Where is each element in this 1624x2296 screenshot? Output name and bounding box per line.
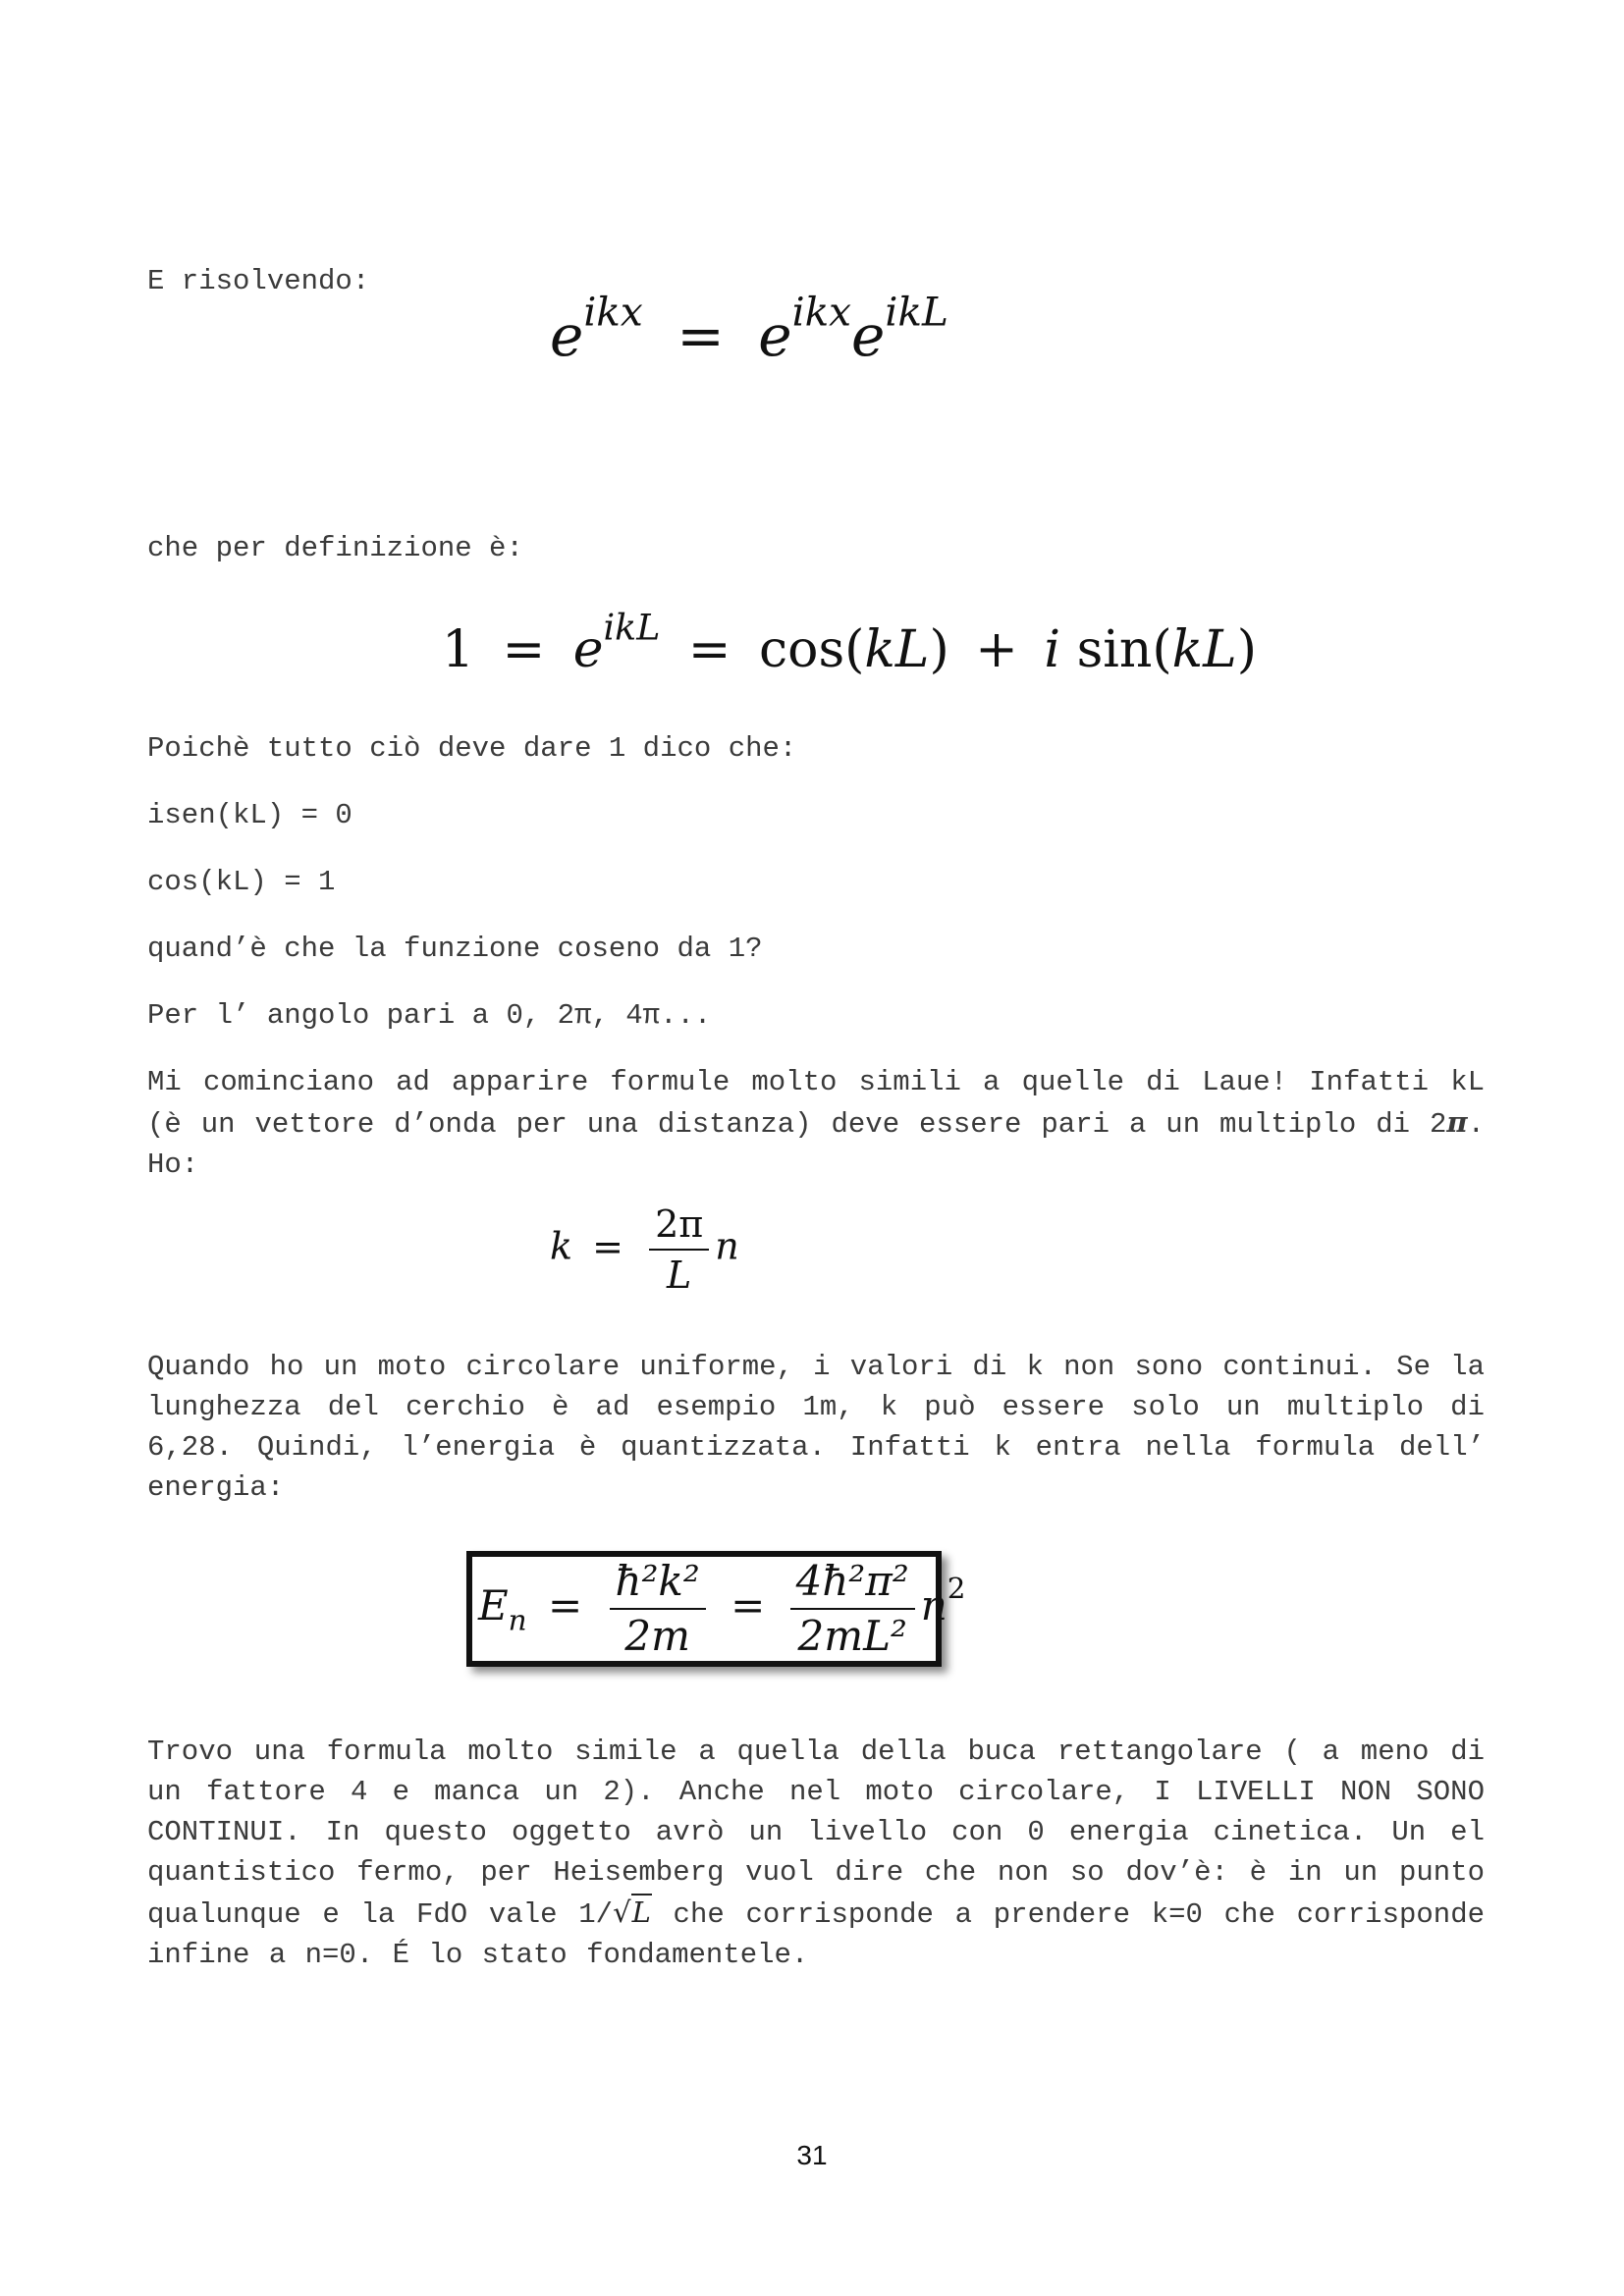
eq4-n: n <box>920 1581 947 1629</box>
eq1-base-left: e <box>550 302 584 369</box>
laue-text-1: Mi cominciano ad apparire formule molto simili a quelle di Laue! Infatti kL (è un vettore d’onda per una distanza) deve essere pari a un multiplo di 2 <box>147 1066 1485 1141</box>
eq4-E: E <box>478 1581 509 1629</box>
text-per-definizione: che per definizione è: <box>147 532 523 564</box>
eq1-exp-right2: ikL <box>885 288 948 336</box>
eq2-cos: cos( <box>759 620 865 679</box>
laue-pi: π <box>1446 1105 1468 1139</box>
eq4-sub-n: n <box>508 1603 527 1637</box>
text-quando: quand’è che la funzione coseno da 1? <box>147 933 763 965</box>
sqrt-radicand: L <box>631 1896 651 1929</box>
eq2-kl: kL <box>864 620 930 679</box>
eq1-exp-left: ikx <box>583 288 643 336</box>
paragraph-laue <box>147 1062 1485 1185</box>
text-poiche: Poichè tutto ciò deve dare 1 dico che: <box>147 732 797 765</box>
text-risolvendo: E risolvendo: <box>147 265 370 297</box>
equation-k-quantization <box>550 1202 739 1297</box>
eq2-kl2: kL <box>1171 620 1237 679</box>
eq2-equals-2: = <box>687 620 731 679</box>
text-cos: cos(kL) = 1 <box>147 866 336 898</box>
text-angolo: Per l’ angolo pari a 0, 2π, 4π... <box>147 999 712 1032</box>
equation-euler-identity <box>442 606 1258 679</box>
eq3-k: k <box>550 1224 573 1268</box>
eq2-sin: sin( <box>1076 620 1172 679</box>
paragraph-trovo <box>147 1732 1485 1975</box>
eq4-denominator-1 <box>619 1610 696 1660</box>
eq4-den1-text: 2m <box>624 1612 690 1660</box>
eq4-equals-2: = <box>731 1581 766 1629</box>
eq3-fraction <box>649 1202 709 1297</box>
eq4-numerator-2: 4ħ²π² <box>790 1561 915 1610</box>
equation-exponential-periodicity <box>550 288 948 369</box>
eq1-base-right1: e <box>758 302 792 369</box>
eq2-equals-1: = <box>502 620 546 679</box>
eq4-den2-text: 2mL² <box>797 1612 907 1660</box>
eq4-n-exp: 2 <box>947 1571 966 1605</box>
eq2-one: 1 <box>442 620 475 679</box>
equation-energy-levels <box>478 1557 966 1660</box>
eq2-close2: ) <box>1236 620 1258 679</box>
eq3-n: n <box>715 1224 739 1268</box>
energy-formula-box <box>466 1551 966 1667</box>
eq4-equals-1: = <box>547 1581 583 1629</box>
eq2-exp: ikL <box>603 606 661 649</box>
eq4-fraction-1 <box>610 1557 706 1660</box>
sqrt-l-symbol <box>613 1894 652 1929</box>
eq2-base: e <box>572 620 604 679</box>
eq1-exp-right1: ikx <box>791 288 852 336</box>
eq2-i: i <box>1044 620 1061 679</box>
eq1-equals: = <box>677 302 725 369</box>
eq4-denominator-2 <box>792 1610 913 1660</box>
eq4-numerator-1: ħ²k² <box>610 1561 706 1610</box>
eq2-close: ) <box>929 620 949 679</box>
eq1-base-right2: e <box>851 302 886 369</box>
sqrt-radical: √ <box>613 1896 631 1929</box>
eq3-numerator: 2π <box>649 1205 709 1251</box>
page-number: 31 <box>796 2140 828 2170</box>
trovo-text-1: Trovo una formula molto simile a quella della buca rettangolare ( a meno di un fattore 4 e manca un 2). Anche nel moto circolare, I LIVELLI NON SONO CONTINUI. In questo oggetto avrò un livello con 0 energia cinetica. Un el quantistico fermo, per Heisemberg vuol dire che non so dov’è: è in un punto qualunque e la FdO vale 1/ <box>147 1735 1485 1931</box>
eq3-denominator: L <box>667 1254 692 1297</box>
paragraph-moto-circolare: Quando ho un moto circolare uniforme, i valori di k non sono continui. Se la lunghezza del cerchio è ad esempio 1m, k può essere solo un multiplo di 6,28. Quindi, l’energia è quantizzata. Infatti k entra nella formula dell’ energia: <box>147 1351 1485 1504</box>
eq2-plus: + <box>975 620 1018 679</box>
eq4-fraction-2 <box>790 1557 915 1660</box>
eq3-equals: = <box>592 1224 623 1268</box>
laue-text-2: . Ho: <box>147 1108 1485 1181</box>
text-isen: isen(kL) = 0 <box>147 799 352 831</box>
trovo-text-2: che corrisponde a prendere k=0 che corrisponde infine a n=0. É lo stato fondamentele. <box>147 1898 1485 1971</box>
